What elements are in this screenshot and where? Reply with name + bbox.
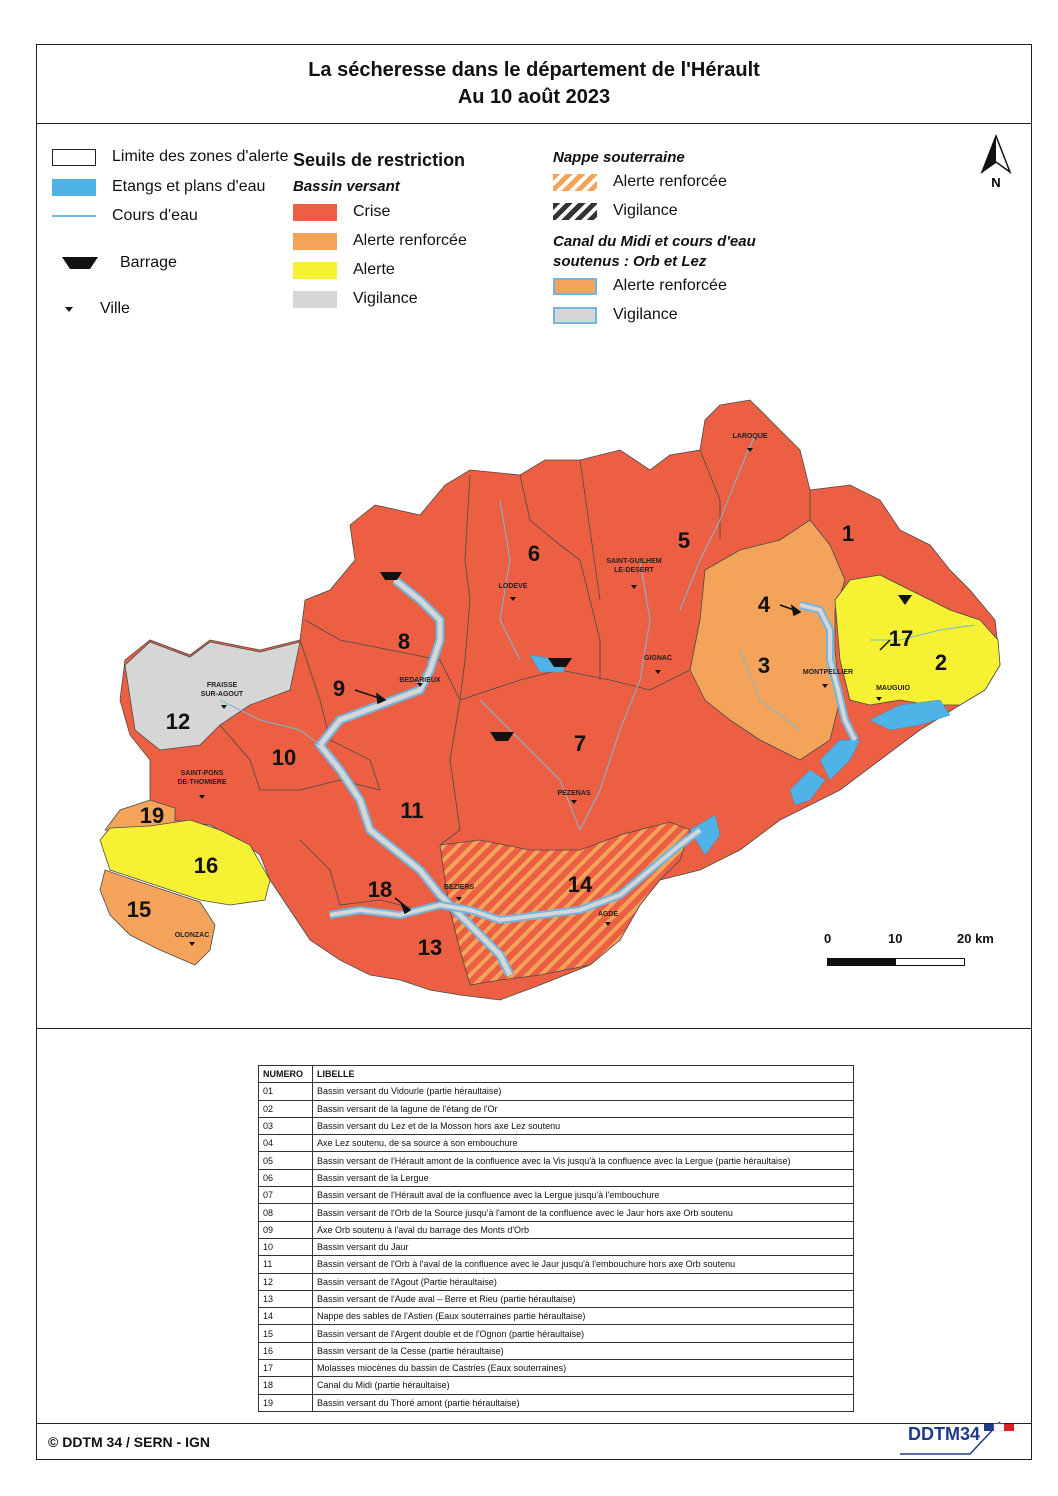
table-row bbox=[259, 1238, 854, 1255]
table-row bbox=[259, 1256, 854, 1273]
city-label: LAROQUE bbox=[732, 433, 768, 440]
table-cell-numero: 11 bbox=[259, 1256, 313, 1273]
table-cell-numero: 16 bbox=[259, 1342, 313, 1359]
table-row bbox=[259, 1221, 854, 1238]
table-cell-numero: 14 bbox=[259, 1308, 313, 1325]
zone-number: 4 bbox=[757, 592, 771, 617]
legend-label: Vigilance bbox=[613, 202, 678, 219]
city-label: LODEVE bbox=[498, 583, 528, 590]
zone-number: 8 bbox=[397, 629, 411, 654]
table-cell-numero: 10 bbox=[259, 1238, 313, 1255]
credit-text: © DDTM 34 / SERN - IGN bbox=[48, 1434, 210, 1450]
table-row bbox=[259, 1360, 854, 1377]
canal-title-1: Canal du Midi et cours d'eau bbox=[553, 233, 756, 250]
zone-number: 17 bbox=[888, 626, 914, 651]
table-cell-libelle: Bassin versant de la lagune de l'étang de l'Or bbox=[313, 1100, 854, 1117]
footer-divider bbox=[36, 1423, 1032, 1424]
table-header: LIBELLE bbox=[313, 1066, 854, 1083]
city-label: BEDARIEUX bbox=[399, 677, 441, 684]
zone-number: 5 bbox=[677, 528, 691, 553]
city-label: OLONZAC bbox=[174, 932, 210, 939]
zone-number: 11 bbox=[400, 798, 424, 823]
table-header: NUMERO bbox=[259, 1066, 313, 1083]
canal-title-2: soutenus : Orb et Lez bbox=[553, 253, 707, 270]
zone-number: 18 bbox=[367, 877, 393, 902]
map-title: La sécheresse dans le département de l'Hérault bbox=[308, 59, 760, 81]
zone-number: 1 bbox=[841, 521, 855, 546]
table-header-row bbox=[259, 1066, 854, 1083]
table-row bbox=[259, 1308, 854, 1325]
table-cell-libelle: Bassin versant de l'Agout (Partie héraultaise) bbox=[313, 1273, 854, 1290]
zone-number: 6 bbox=[527, 541, 541, 566]
zone-number: 10 bbox=[271, 745, 297, 770]
city-label: SUR-AGOUT bbox=[200, 691, 244, 698]
table-row bbox=[259, 1342, 854, 1359]
table-row bbox=[259, 1290, 854, 1307]
legend-label: Vigilance bbox=[353, 290, 418, 307]
table-row bbox=[259, 1187, 854, 1204]
zone-number: 12 bbox=[165, 709, 191, 734]
bassin-title: Bassin versant bbox=[293, 178, 400, 195]
table-cell-numero: 15 bbox=[259, 1325, 313, 1342]
table-row bbox=[259, 1325, 854, 1342]
table-cell-libelle: Bassin versant de l'Hérault aval de la confluence avec la Lergue jusqu'à l'embouchure bbox=[313, 1187, 854, 1204]
table-cell-libelle: Bassin versant de l'Orb à l'aval de la confluence avec le Jaur jusqu'à l'embouchure hors axe Orb soutenu bbox=[313, 1256, 854, 1273]
legend-label: Cours d'eau bbox=[112, 207, 198, 224]
legend-label: Ville bbox=[100, 300, 130, 317]
scale-label-20: 20 km bbox=[957, 931, 994, 946]
table-cell-libelle: Bassin versant du Vidourle (partie héraultaise) bbox=[313, 1083, 854, 1100]
table-cell-libelle: Bassin versant du Lez et de la Mosson hors axe Lez soutenu bbox=[313, 1117, 854, 1134]
table-cell-numero: 05 bbox=[259, 1152, 313, 1169]
table-row bbox=[259, 1083, 854, 1100]
city-label: FRAISSE bbox=[206, 682, 238, 689]
legend-label: Barrage bbox=[120, 254, 177, 271]
svg-text:N: N bbox=[991, 175, 1001, 190]
zone-number: 3 bbox=[757, 653, 771, 678]
zone-number: 15 bbox=[126, 897, 152, 922]
table-cell-libelle: Bassin versant de l'Argent double et de l'Ognon (partie héraultaise) bbox=[313, 1325, 854, 1342]
city-label: GIGNAC bbox=[644, 655, 672, 662]
table-cell-libelle: Canal du Midi (partie héraultaise) bbox=[313, 1377, 854, 1394]
legend-label: Vigilance bbox=[613, 306, 678, 323]
zone-table bbox=[258, 1065, 854, 1412]
zone-2-area bbox=[835, 575, 1000, 705]
table-row bbox=[259, 1152, 854, 1169]
table-cell-numero: 13 bbox=[259, 1290, 313, 1307]
zone-number: 19 bbox=[139, 803, 165, 828]
table-cell-numero: 02 bbox=[259, 1100, 313, 1117]
svg-text:DDTM34: DDTM34 bbox=[908, 1424, 981, 1444]
table-cell-numero: 17 bbox=[259, 1360, 313, 1377]
city-label: DE-THOMIERE bbox=[177, 779, 227, 786]
table-cell-numero: 01 bbox=[259, 1083, 313, 1100]
legend-label: Alerte renforcée bbox=[613, 173, 727, 190]
table-row bbox=[259, 1204, 854, 1221]
city-label: LE-DESERT bbox=[614, 567, 654, 574]
ddtm-logo bbox=[900, 1418, 1030, 1458]
table-cell-numero: 18 bbox=[259, 1377, 313, 1394]
table-cell-libelle: Bassin versant de l'Hérault amont de la confluence avec la Vis jusqu'à la confluence avec la Lergue (partie héraultaise) bbox=[313, 1152, 854, 1169]
legend-label: Crise bbox=[353, 203, 391, 220]
scale-bar bbox=[827, 958, 965, 966]
table-row bbox=[259, 1394, 854, 1411]
table-row bbox=[259, 1273, 854, 1290]
city-label: SAINT-GUILHEM bbox=[606, 558, 662, 565]
table-cell-numero: 08 bbox=[259, 1204, 313, 1221]
table-cell-libelle: Bassin versant de l'Aude aval – Berre et Rieu (partie héraultaise) bbox=[313, 1290, 854, 1307]
table-cell-libelle: Bassin versant de la Lergue bbox=[313, 1169, 854, 1186]
table-cell-numero: 04 bbox=[259, 1135, 313, 1152]
city-label: BEZIERS bbox=[443, 884, 475, 891]
seuils-title: Seuils de restriction bbox=[293, 150, 466, 170]
table-row bbox=[259, 1117, 854, 1134]
table-cell-libelle: Axe Orb soutenu à l'aval du barrage des Monts d'Orb bbox=[313, 1221, 854, 1238]
table-row bbox=[259, 1100, 854, 1117]
table-row bbox=[259, 1169, 854, 1186]
table-cell-libelle: Bassin versant de l'Orb de la Source jusqu'à l'amont de la confluence avec le Jaur hors axe Orb soutenu bbox=[313, 1204, 854, 1221]
zone-number: 13 bbox=[417, 935, 443, 960]
city-label: MONTPELLIER bbox=[802, 669, 854, 676]
city-label: SAINT-PONS bbox=[180, 770, 224, 777]
table-row bbox=[259, 1377, 854, 1394]
table-cell-libelle: Bassin versant de la Cesse (partie héraultaise) bbox=[313, 1342, 854, 1359]
table-cell-libelle: Bassin versant du Thoré amont (partie héraultaise) bbox=[313, 1394, 854, 1411]
table-cell-libelle: Axe Lez soutenu, de sa source à son embouchure bbox=[313, 1135, 854, 1152]
map-divider bbox=[36, 1028, 1032, 1029]
zone-number: 7 bbox=[573, 731, 587, 756]
table-cell-numero: 03 bbox=[259, 1117, 313, 1134]
zone-number: 16 bbox=[193, 853, 219, 878]
table-cell-libelle: Nappe des sables de l'Astien (Eaux souterraines partie héraultaise) bbox=[313, 1308, 854, 1325]
nappe-title: Nappe souterraine bbox=[553, 149, 685, 166]
map-date: Au 10 août 2023 bbox=[457, 86, 611, 108]
legend-label: Limite des zones d'alerte bbox=[112, 148, 289, 165]
city-label: PEZENAS bbox=[557, 790, 591, 797]
table-cell-numero: 12 bbox=[259, 1273, 313, 1290]
zone-number: 2 bbox=[934, 650, 948, 675]
table-cell-libelle: Molasses miocènes du bassin de Castries (Eaux souterraines) bbox=[313, 1360, 854, 1377]
legend-label: Alerte renforcée bbox=[353, 232, 467, 249]
table-cell-numero: 06 bbox=[259, 1169, 313, 1186]
scale-label-10: 10 bbox=[888, 931, 903, 946]
legend-label: Alerte bbox=[353, 261, 395, 278]
table-row bbox=[259, 1135, 854, 1152]
table-cell-numero: 07 bbox=[259, 1187, 313, 1204]
table-cell-numero: 09 bbox=[259, 1221, 313, 1238]
city-label: MAUGUIO bbox=[876, 685, 910, 692]
legend-label: Etangs et plans d'eau bbox=[112, 178, 266, 195]
city-label: AGDE bbox=[597, 911, 619, 918]
table-cell-libelle: Bassin versant du Jaur bbox=[313, 1238, 854, 1255]
zone-number: 14 bbox=[567, 872, 593, 897]
legend-label: Alerte renforcée bbox=[613, 277, 727, 294]
scale-label-0: 0 bbox=[824, 931, 832, 946]
zone-number: 9 bbox=[332, 676, 346, 701]
table-cell-numero: 19 bbox=[259, 1394, 313, 1411]
